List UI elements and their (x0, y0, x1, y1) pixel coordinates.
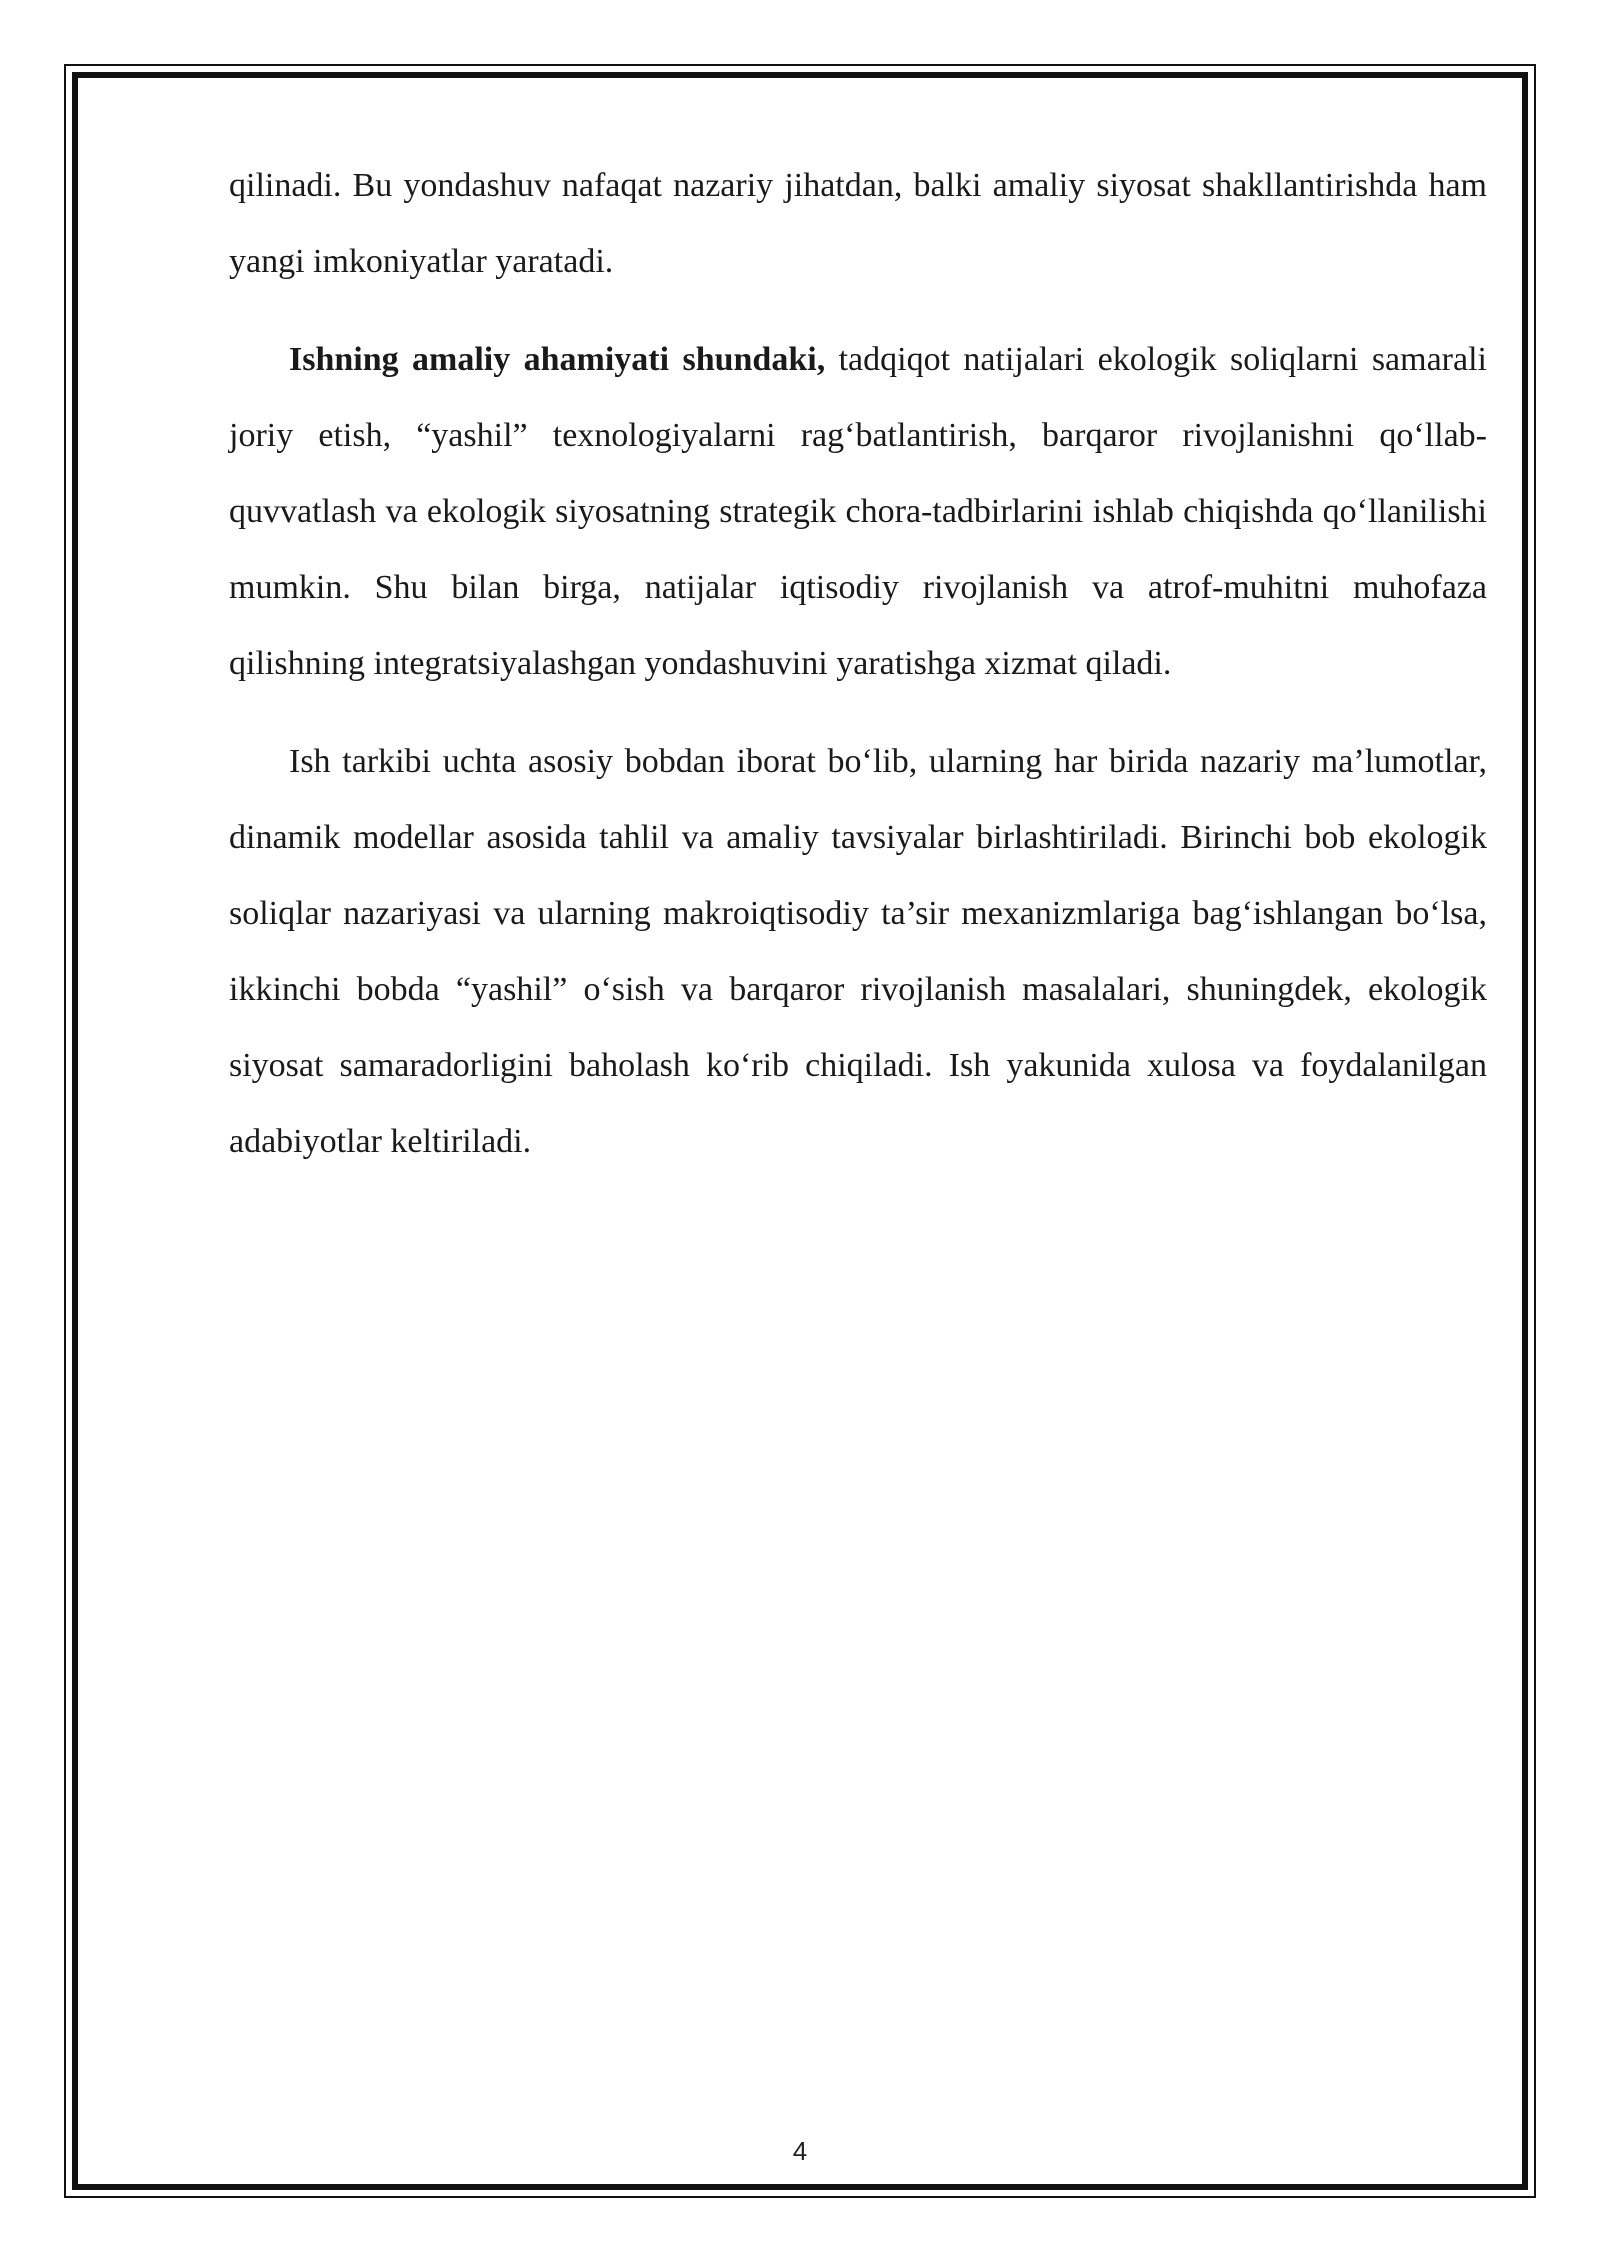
paragraph-continuation (229, 148, 1487, 300)
paragraph-text: Ish tarkibi uchta asosiy bobdan iborat bo‘lib, ularning har birida nazariy ma’lumotlar, dinamik modellar asosida tahlil va amaliy tavsiyalar birlashtiriladi. Birinchi bob ekologik soliqlar nazariyasi va ularning makroiqtisodiy ta’sir mexanizmlariga bag‘ishlangan bo‘lsa, ikkinchi bobda “yashil” o‘sish va barqaror rivojlanish masalalari, shuningdek, ekologik siyosat samaradorligini baholash ko‘rib chiqiladi. Ish yakunida xulosa va foydalanilgan adabiyotlar keltiriladi. (229, 743, 1487, 1160)
paragraph-text: qilinadi. Bu yondashuv nafaqat nazariy jihatdan, balki amaliy siyosat shakllantirishda ham yangi imkoniyatlar yaratadi. (229, 167, 1487, 280)
paragraph-bold-lead: Ishning amaliy ahamiyati shundaki, (289, 341, 826, 378)
document-body (229, 148, 1487, 1202)
paragraph-structure (229, 724, 1487, 1180)
paragraph-practical-significance (229, 322, 1487, 702)
paragraph-text: tadqiqot natijalari ekologik soliqlarni samarali joriy etish, “yashil” texnologiyalarni rag‘batlantirish, barqaror rivojlanishni qo‘llab-quvvatlash va ekologik siyosatning strategik chora-tadbirlarini ishlab chiqishda qo‘llanilishi mumkin. Shu bilan birga, natijalar iqtisodiy rivojlanish va atrof-muhitni muhofaza qilishning integratsiyalashgan yondashuvini yaratishga xizmat qiladi. (229, 341, 1487, 682)
page-number: 4 (792, 2136, 808, 2166)
